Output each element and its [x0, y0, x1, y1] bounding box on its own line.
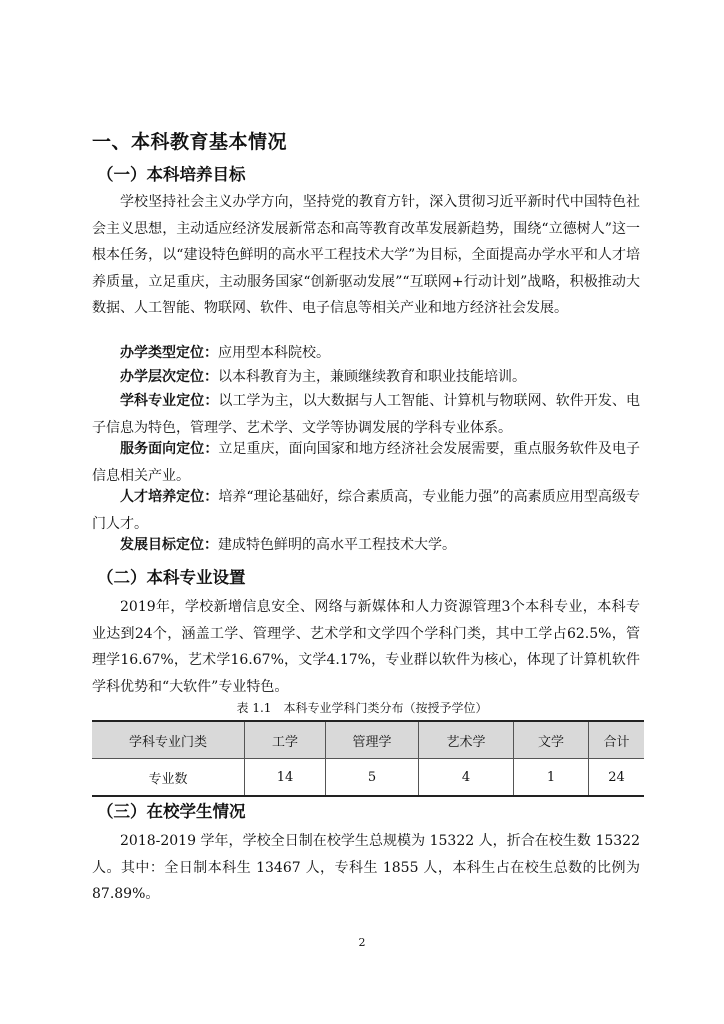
position-text: 应用型本科院校。 — [218, 345, 330, 361]
table-cell: 5 — [326, 759, 419, 797]
subsection-title-training-goals: （一）本科培养目标 — [97, 165, 246, 184]
position-label: 服务面向定位： — [120, 441, 219, 457]
table-cell: 14 — [245, 759, 326, 797]
training-goals-paragraph: 学校坚持社会主义办学方向，坚持党的教育方针，深入贯彻习近平新时代中国特色社会主义思想，主动适应经济发展新常态和高等教育改革发展新趋势，围绕“立德树人”这一根本任务，以“建设特色鲜明的高水平工程技术大学”为目标，全面提高办学水平和人才培养质量，立足重庆，主动服务国家“创新驱动发展”“互联网+行动计划”战略，积极推动大数据、人工智能、物联网、软件、电子信息等相关产业和地方经济社会发展。 — [92, 194, 640, 316]
page-number: 2 — [358, 936, 366, 949]
position-item — [92, 484, 640, 537]
table-row — [92, 759, 644, 797]
table-header-cell: 学科专业门类 — [92, 721, 245, 759]
table-cell: 4 — [419, 759, 514, 797]
position-label: 学科专业定位： — [120, 393, 219, 409]
position-text: 培养“理论基础好，综合素质高，专业能力强”的高素质应用型高级专门人才。 — [92, 489, 640, 532]
table-header-cell: 艺术学 — [419, 721, 514, 759]
position-label: 人才培养定位： — [120, 489, 219, 505]
majors-paragraph: 2019年，学校新增信息安全、网络与新媒体和人力资源管理3个本科专业，本科专业达到24个，涵盖工学、管理学、艺术学和文学四个学科门类，其中工学占62.5%，管理学16.67%，艺术学16.67%，文学4.17%，专业群以软件为核心，体现了计算机软件学科优势和“大软件”专业特色。 — [92, 599, 640, 695]
table-cell: 24 — [589, 759, 645, 797]
table-header-cell: 合计 — [589, 721, 645, 759]
position-text: 立足重庆，面向国家和地方经济社会发展需要，重点服务软件及电子信息相关产业。 — [92, 441, 640, 484]
position-text: 建成特色鲜明的高水平工程技术大学。 — [218, 537, 456, 553]
table-header-row — [92, 721, 644, 759]
section-title: 一、本科教育基本情况 — [92, 131, 288, 153]
position-text: 以工学为主，以大数据与人工智能、计算机与物联网、软件开发、电子信息为特色，管理学、艺术学、文学等协调发展的学科专业体系。 — [92, 393, 640, 436]
table-header-cell: 工学 — [245, 721, 326, 759]
position-text: 以本科教育为主，兼顾继续教育和职业技能培训。 — [218, 369, 526, 385]
position-label: 办学层次定位： — [120, 369, 218, 385]
position-label: 发展目标定位： — [120, 537, 218, 553]
position-label: 办学类型定位： — [120, 345, 218, 361]
position-item — [92, 436, 640, 489]
table-header-cell: 文学 — [514, 721, 589, 759]
table-cell: 1 — [514, 759, 589, 797]
majors-distribution-table — [92, 720, 644, 797]
position-item — [92, 388, 640, 441]
position-item — [92, 340, 640, 367]
students-paragraph: 2018-2019 学年，学校全日制在校学生总规模为 15322 人，折合在校生数 15322 人。其中：全日制本科生 13467 人，专科生 1855 人，本科生占在校生总数的比例为 87.89%。 — [92, 833, 640, 902]
subsection-title-majors: （二）本科专业设置 — [97, 568, 246, 587]
table-header-cell: 管理学 — [326, 721, 419, 759]
position-item — [92, 364, 640, 391]
position-item — [92, 532, 640, 559]
subsection-title-students: （三）在校学生情况 — [97, 802, 246, 821]
table-cell: 专业数 — [92, 759, 245, 797]
table-caption: 表 1.1 本科专业学科门类分布（按授予学位） — [236, 701, 488, 715]
